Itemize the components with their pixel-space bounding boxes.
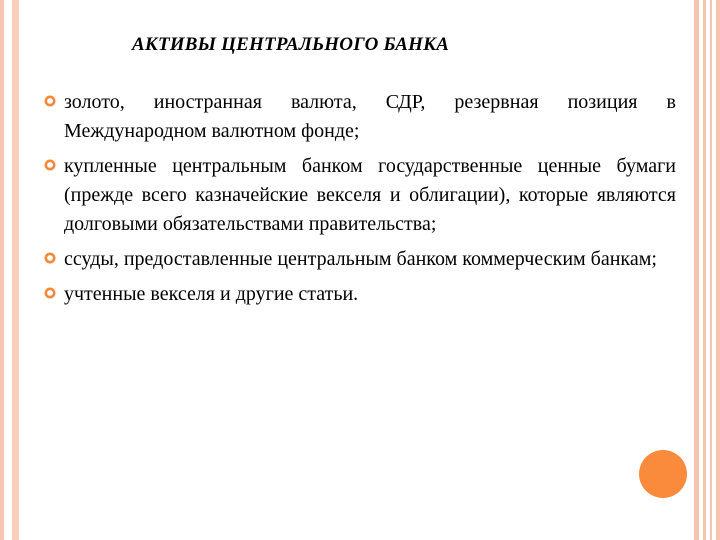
bullet-item [44, 152, 676, 239]
bullet-item [44, 88, 676, 146]
right-frame-stripe [710, 0, 712, 540]
right-frame-stripe [694, 0, 699, 540]
ring-bullet-icon [44, 252, 56, 264]
bullet-item [44, 245, 676, 274]
ring-bullet-icon [44, 95, 56, 107]
left-frame-stripe-inner [12, 0, 19, 540]
slide-title: АКТИВЫ ЦЕНТРАЛЬНОГО БАНКА [132, 34, 450, 55]
bullet-text: золото, иностранная валюта, СДР, резервная позиция в Международном валютном фонде; [64, 91, 676, 142]
right-frame-stripe [703, 0, 706, 540]
bullet-list [44, 88, 676, 315]
right-frame-stripe [716, 0, 720, 540]
bullet-text: ссуды, предоставленные центральным банком коммерческим банкам; [64, 248, 657, 270]
bullet-text: купленные центральным банком государственные ценные бумаги (прежде всего казначейские векселя и облигации), которые являются долговыми обязательствами правительства; [64, 155, 676, 235]
left-frame-stripe [0, 0, 4, 540]
bullet-text: учтенные векселя и другие статьи. [64, 283, 359, 305]
orange-circle-decoration [639, 450, 687, 498]
ring-bullet-icon [44, 287, 56, 299]
bullet-item [44, 280, 676, 309]
ring-bullet-icon [44, 159, 56, 171]
